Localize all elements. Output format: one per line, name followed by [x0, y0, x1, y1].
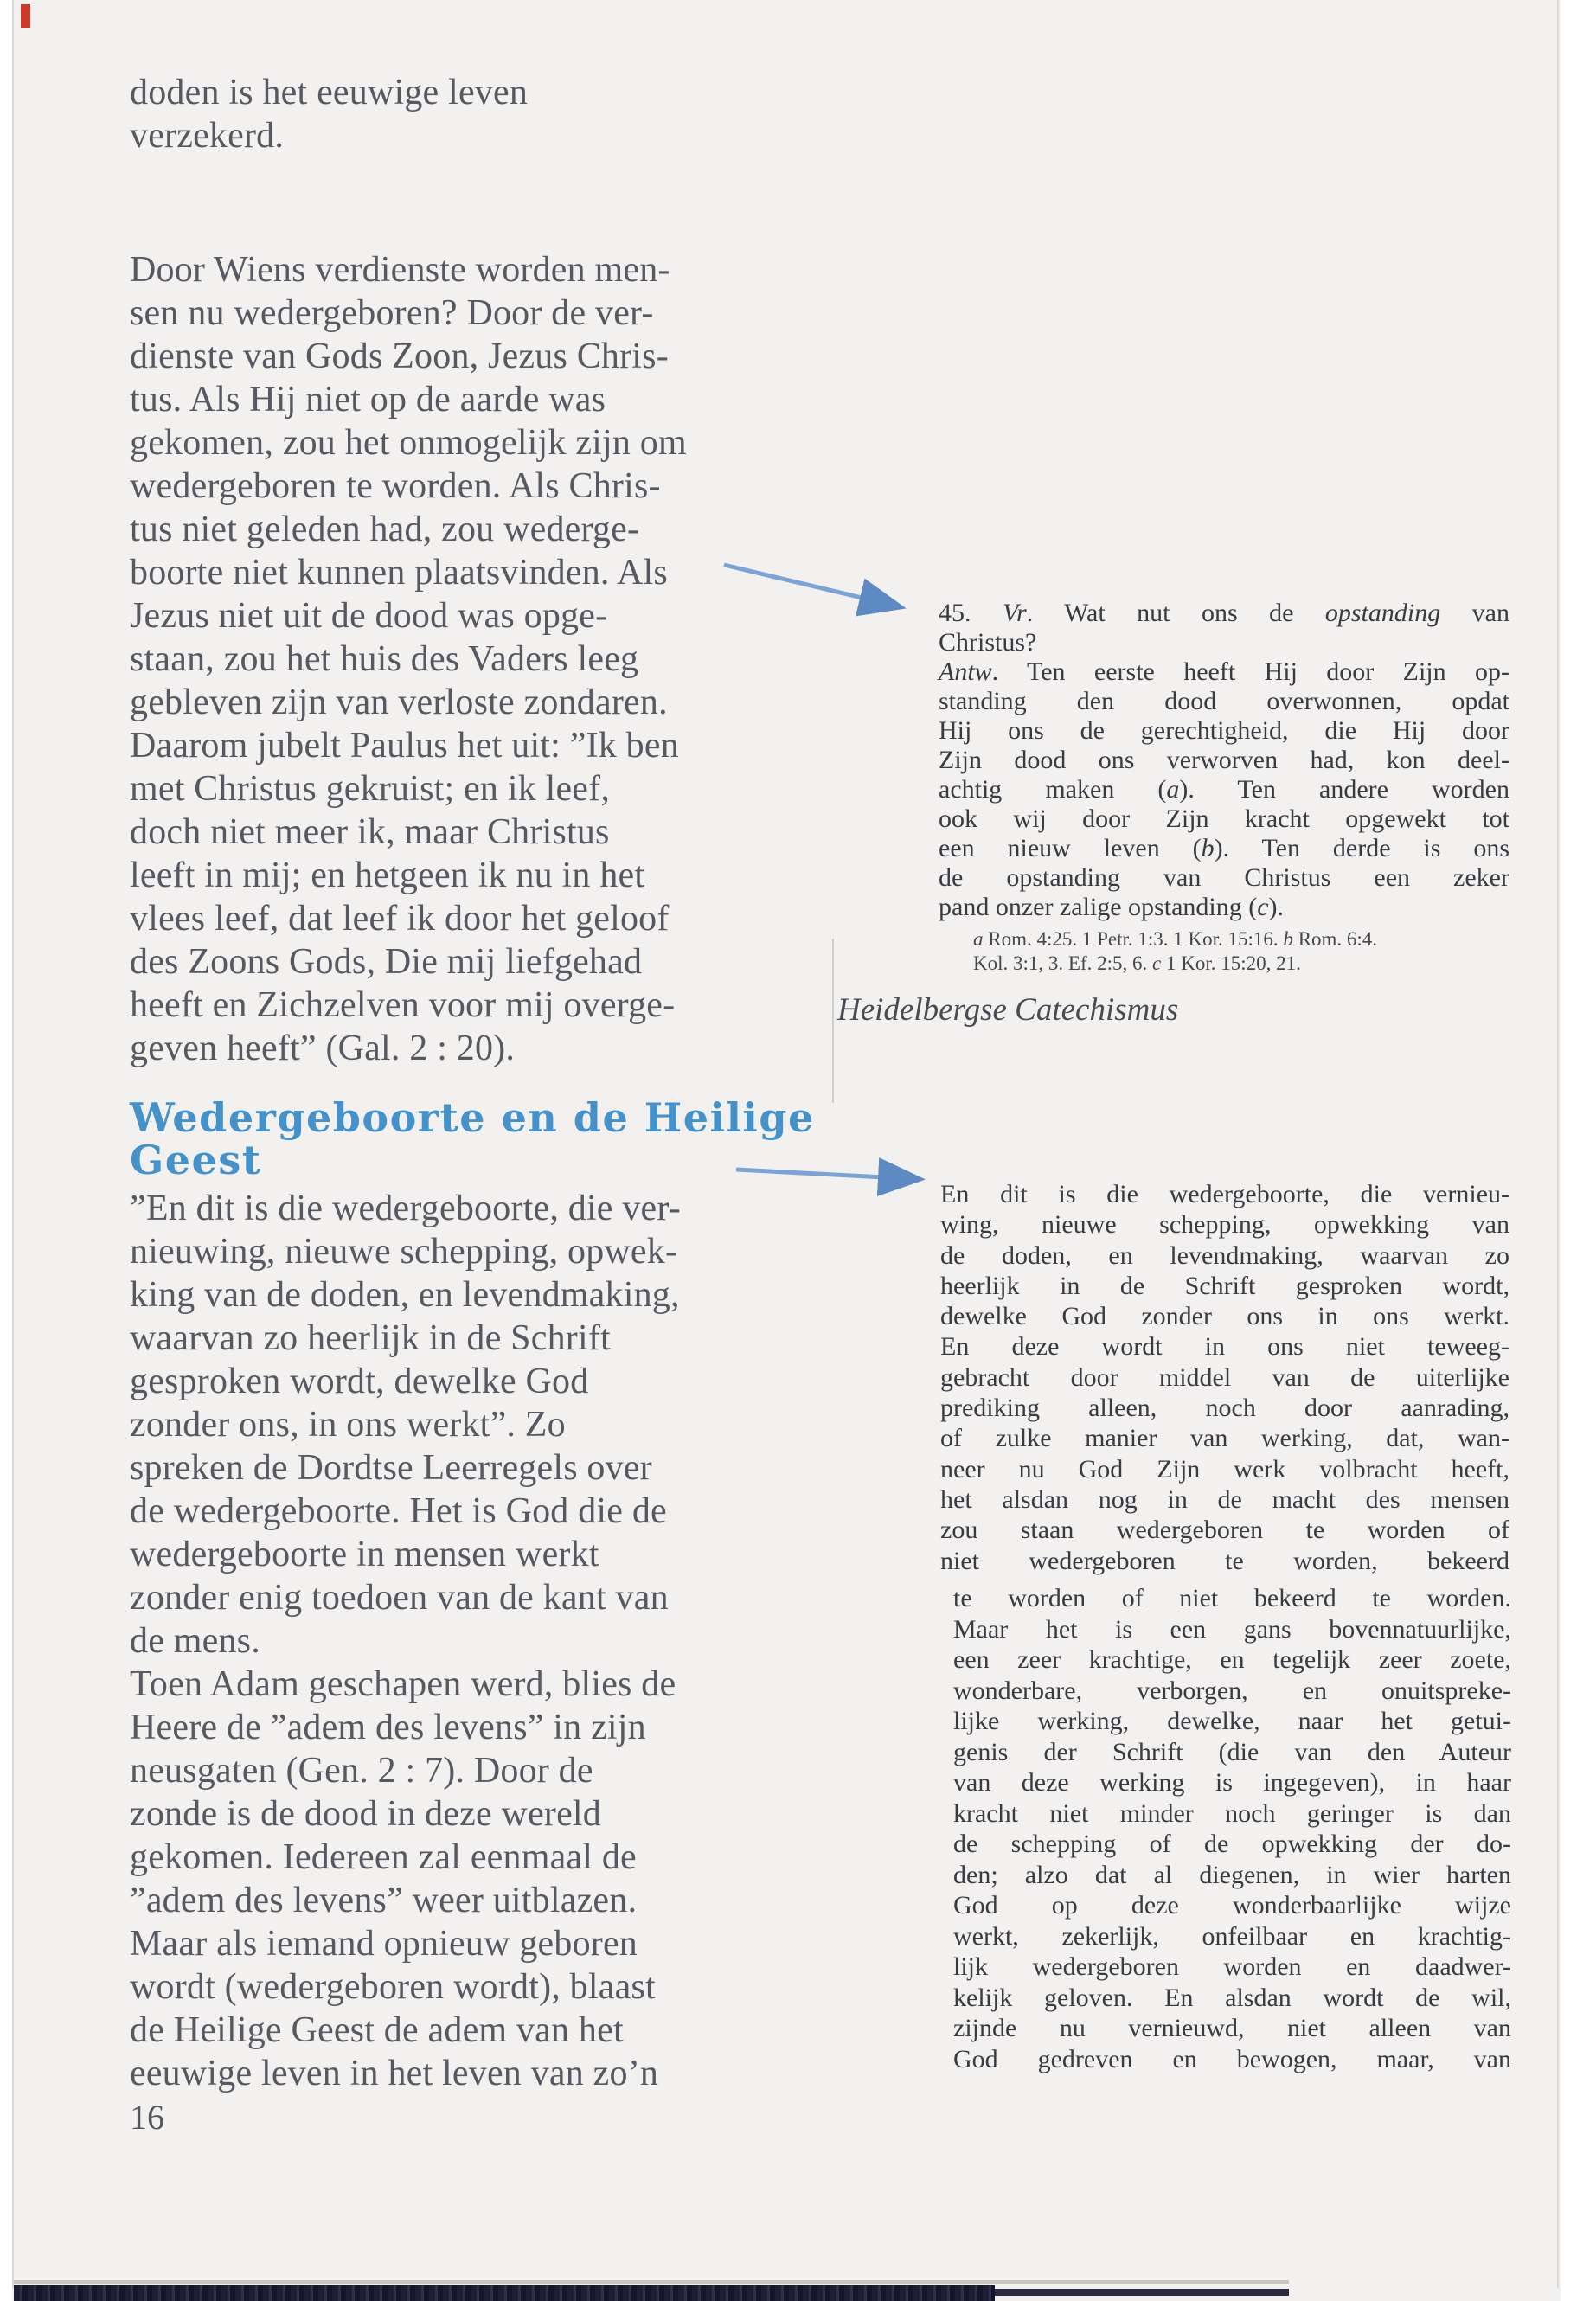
page-right-edge-line [1557, 0, 1559, 2288]
page-number: 16 [130, 2098, 164, 2137]
arrow-to-catechism-quote-icon [724, 565, 898, 606]
paragraph-rebirth-through-christ: Door Wiens verdienste worden men- sen nu wedergeboren? Door de ver- dienste van Gods Zoon, Jezus Chris- tus. Als Hij niet op de aarde was gekomen, zou het onmogelijk zijn om wedergeboren te worden. Als Chris- tus niet geleden had, zou wederge- boorte niet kunnen plaatsvinden. Als Jezus niet uit de dood was opge- staan, zou het huis des Vaders leeg gebleven zijn van verloste zondaren. Daarom jubelt Paulus het uit: ”Ik ben met Christus gekruist; en ik leef, doch niet meer ik, maar Christus leeft in mij; en hetgeen ik nu in het vlees leef, dat leef ik door het geloof des Zoons Gods, Die mij liefgehad heeft en Zichzelven voor mij overge- geven heeft” (Gal. 2 : 20). [130, 250, 687, 1068]
page-right-margin [1561, 0, 1596, 2301]
dordt-canons-quote-part-two: te worden of niet bekeerd te worden. Maar het is een gans bovennatuurlijke, een zeer krachtige, en tegelijk zeer zoete, wonderbare, verborgen, en onuitspreke- lijke werking, dewelke, naar het getui- genis der Schrift (die van den Auteur van deze werking is ingegeven), in haar kracht niet minder noch geringer is dan de schepping of de opwekking der do- den; alzo dat al diegenen, in wier harten God op deze wonderbaarlijke wijze werkt, zekerlijk, onfeilbaar en krachtig- lijk wedergeboren worden en daadwer- kelijk geloven. En alsdan wordt de wil, zijnde nu vernieuwd, niet alleen van God gedreven en bewogen, maar, van [953, 1584, 1511, 2073]
page-left-edge-line [12, 0, 14, 2288]
paragraph-dordtse-leerregels: ”En dit is die wedergeboorte, die ver- nieuwing, nieuwe schepping, opwek- king van de doden, en levendmaking, waarvan zo heerlijk in de Schrift gesproken wordt, dewelke God zonder ons, in ons werkt”. Zo spreken de Dordtse Leerregels over de wedergeboorte. Het is God die de wedergeboorte in mensen werkt zonder enig toedoen van de kant van de mens. [130, 1189, 681, 1661]
paragraph-adam-breath-of-life: Toen Adam geschapen werd, blies de Heere de ”adem des levens” in zijn neusgaten (Gen. 2 : 7). Door de zonde is de dood in deze wereld gekomen. Iedereen zal eenmaal de ”adem des levens” weer uitblazen. Maar als iemand opnieuw geboren wordt (wedergeboren wordt), blaast de Heilige Geest de adem van het eeuwige leven in het leven van zo’n [130, 1664, 676, 2093]
catechism-question-45-block: 45. Vr. Wat nut ons de opstanding van Christus? Antw. Ten eerste heeft Hij door Zijn op- standing den dood overwonnen, opdat Hij ons de gerechtigheid, die Hij door Zijn dood ons verworven had, kon deel- achtig maken (a). Ten andere worden ook wij door Zijn kracht opgewekt tot een nieuw leven (b). Ten derde is ons de opstanding van Christus een zeker pand onzer zalige opstanding (c). [939, 599, 1509, 921]
attribution-heidelbergse-catechismus: Heidelbergse Catechismus [837, 992, 1179, 1028]
book-binding-dark-band [14, 2285, 995, 2301]
dordt-canons-quote-part-one: En dit is die wedergeboorte, die vernieu- wing, nieuwe schepping, opwekking van de doden, en levendmaking, waarvan zo heerlijk in de Schrift gesproken wordt, dewelke God zonder ons in ons werkt. En deze wordt in ons niet teweeg- gebracht door middel van de uiterlijke prediking alleen, noch door aanrading, of zulke manier van werking, dat, wan- neer nu God Zijn werk volbracht heeft, het alsdan nog in de macht des mensen zou staan wedergeboren te worden of niet wedergeboren te worden, bekeerd [940, 1180, 1509, 1575]
page-bottom-edge-line [14, 2280, 1289, 2284]
page-crease-line [832, 939, 834, 1103]
page-left-margin [0, 0, 12, 2301]
section-heading-wedergeboorte-en-de-heilige-geest: Wedergeboorte en de Heilige Geest [130, 1094, 815, 1183]
scripture-references: a Rom. 4:25. 1 Petr. 1:3. 1 Kor. 15:16. b Rom. 6:4. Kol. 3:1, 3. Ef. 2:5, 6. c 1 Kor. 15:20, 21. [973, 928, 1378, 974]
book-binding-band-extension [995, 2289, 1289, 2296]
paragraph-continued-from-previous-page: doden is het eeuwige leven verzekerd. [130, 73, 529, 156]
red-registration-mark [21, 4, 30, 28]
